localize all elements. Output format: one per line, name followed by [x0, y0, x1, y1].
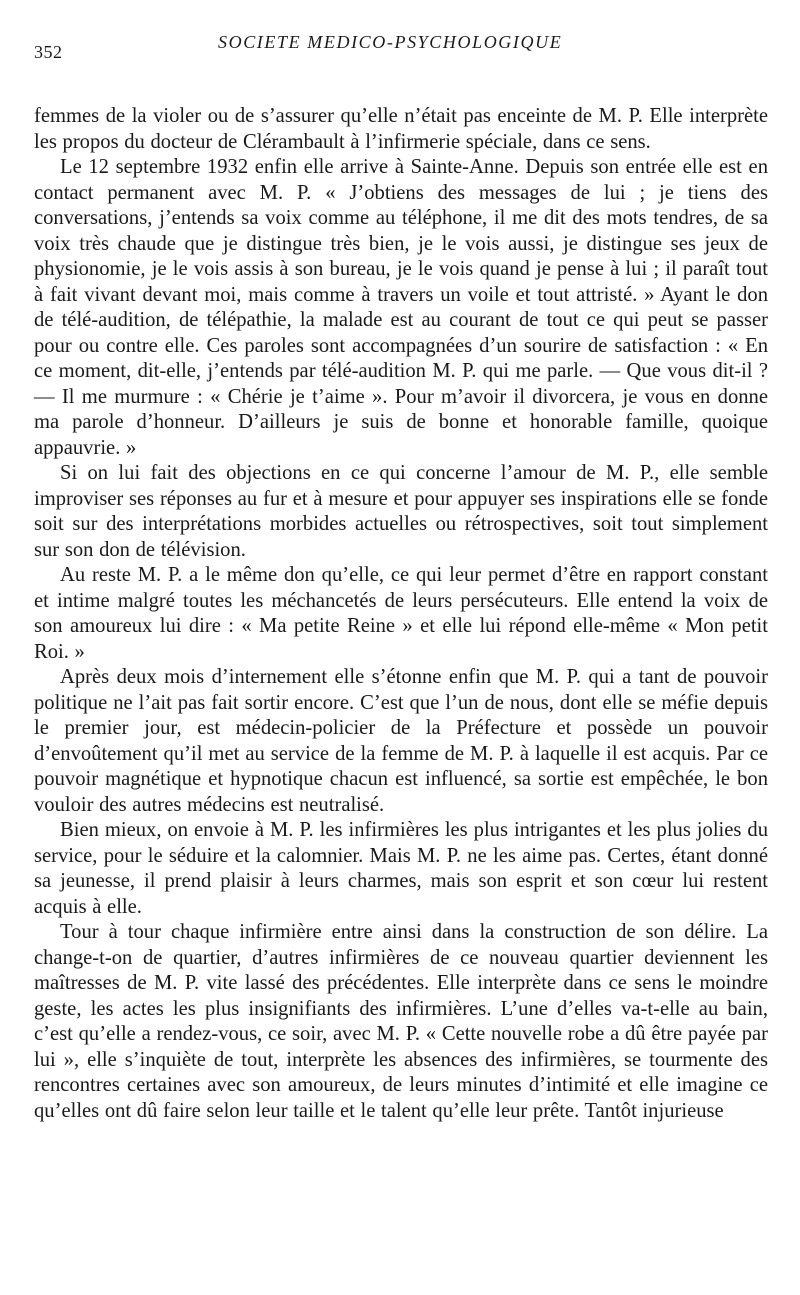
paragraph: Bien mieux, on envoie à M. P. les infirmières les plus intrigantes et les plus jolies du service, pour le séduire et la calomnier. Mais M. P. ne les aime pas. Certes, étant donné sa jeunesse, il prend plaisir à leurs charmes, mais son esprit et son cœur lui restent acquis à elle.: [34, 819, 768, 918]
running-title: SOCIETE MEDICO-PSYCHOLOGIQUE: [218, 32, 563, 52]
paragraph: Le 12 septembre 1932 enfin elle arrive à Sainte-Anne. Depuis son entrée elle est en contact permanent avec M. P. « J’obtiens des messages de lui ; je tiens des conversations, j’entends sa voix comme au téléphone, il me dit des mots tendres, de sa voix très chaude que je distingue très bien, je le vois aussi, je distingue ses jeux de physionomie, je le vois assis à son bureau, je le vois quand je pense à lui ; il paraît tout à fait vivant devant moi, mais comme à travers un voile et tout attristé. » Ayant le don de télé-audition, de télépathie, la malade est au courant de tout ce qui peut se passer pour ou contre elle. Ces paroles sont accompagnées d’un sourire de satisfaction : « En ce moment, dit-elle, j’entends par télé-audition M. P. qui me parle. — Que vous dit-il ? — Il me murmure : « Chérie je t’aime ». Pour m’avoir il divorcera, je vous en donne ma parole d’honneur. D’ailleurs je suis de bonne et honorable famille, quoique appauvrie. »: [34, 156, 768, 459]
page-number: 352: [34, 42, 63, 62]
paragraph: Au reste M. P. a le même don qu’elle, ce qui leur permet d’être en rapport constant et intime malgré toutes les méchancetés de leurs persécuteurs. Elle entend la voix de son amoureux lui dire : « Ma petite Reine » et elle lui répond elle-même « Mon petit Roi. »: [34, 564, 768, 663]
paragraph: Si on lui fait des objections en ce qui concerne l’amour de M. P., elle semble improviser ses réponses au fur et à mesure et pour appuyer ses inspirations elle se fonde soit sur des interprétations morbides actuelles ou rétrospectives, soit tout simplement sur son don de télévision.: [34, 462, 768, 561]
paragraph: Après deux mois d’internement elle s’étonne enfin que M. P. qui a tant de pouvoir politique ne l’ait pas fait sortir encore. C’est que l’un de nous, dont elle se méfie depuis le premier jour, est médecin-policier de la Préfecture et possède un pouvoir d’envoûtement qu’il met au service de la femme de M. P. à laquelle il est acquis. Par ce pouvoir magnétique et hypnotique chacun est influencé, sa sortie est empêchée, le bon vouloir des autres médecins est neutralisé.: [34, 666, 768, 816]
paragraph: femmes de la violer ou de s’assurer qu’elle n’était pas enceinte de M. P. Elle interprète les propos du docteur de Clérambault à l’infirmerie spéciale, dans ce sens.: [34, 105, 768, 153]
page-header: [34, 28, 768, 66]
body-text: [34, 104, 768, 1124]
paragraph: Tour à tour chaque infirmière entre ainsi dans la construction de son délire. La change-t-on de quartier, d’autres infirmières de ce nouveau quartier deviennent les maîtresses de M. P. vite lassé des précédentes. Elle interprète dans ce sens le moindre geste, les actes les plus insignifiants des infirmières. L’une d’elles va-t-elle au bain, c’est qu’elle a rendez-vous, ce soir, avec M. P. « Cette nouvelle robe a dû être payée par lui », elle s’inquiète de tout, interprète les absences des infirmières, se tourmente des rencontres certaines avec son amoureux, de leurs minutes d’intimité et elle imagine ce qu’elles ont dû faire selon leur taille et le talent qu’elle leur prête. Tantôt injurieuse: [34, 921, 768, 1122]
